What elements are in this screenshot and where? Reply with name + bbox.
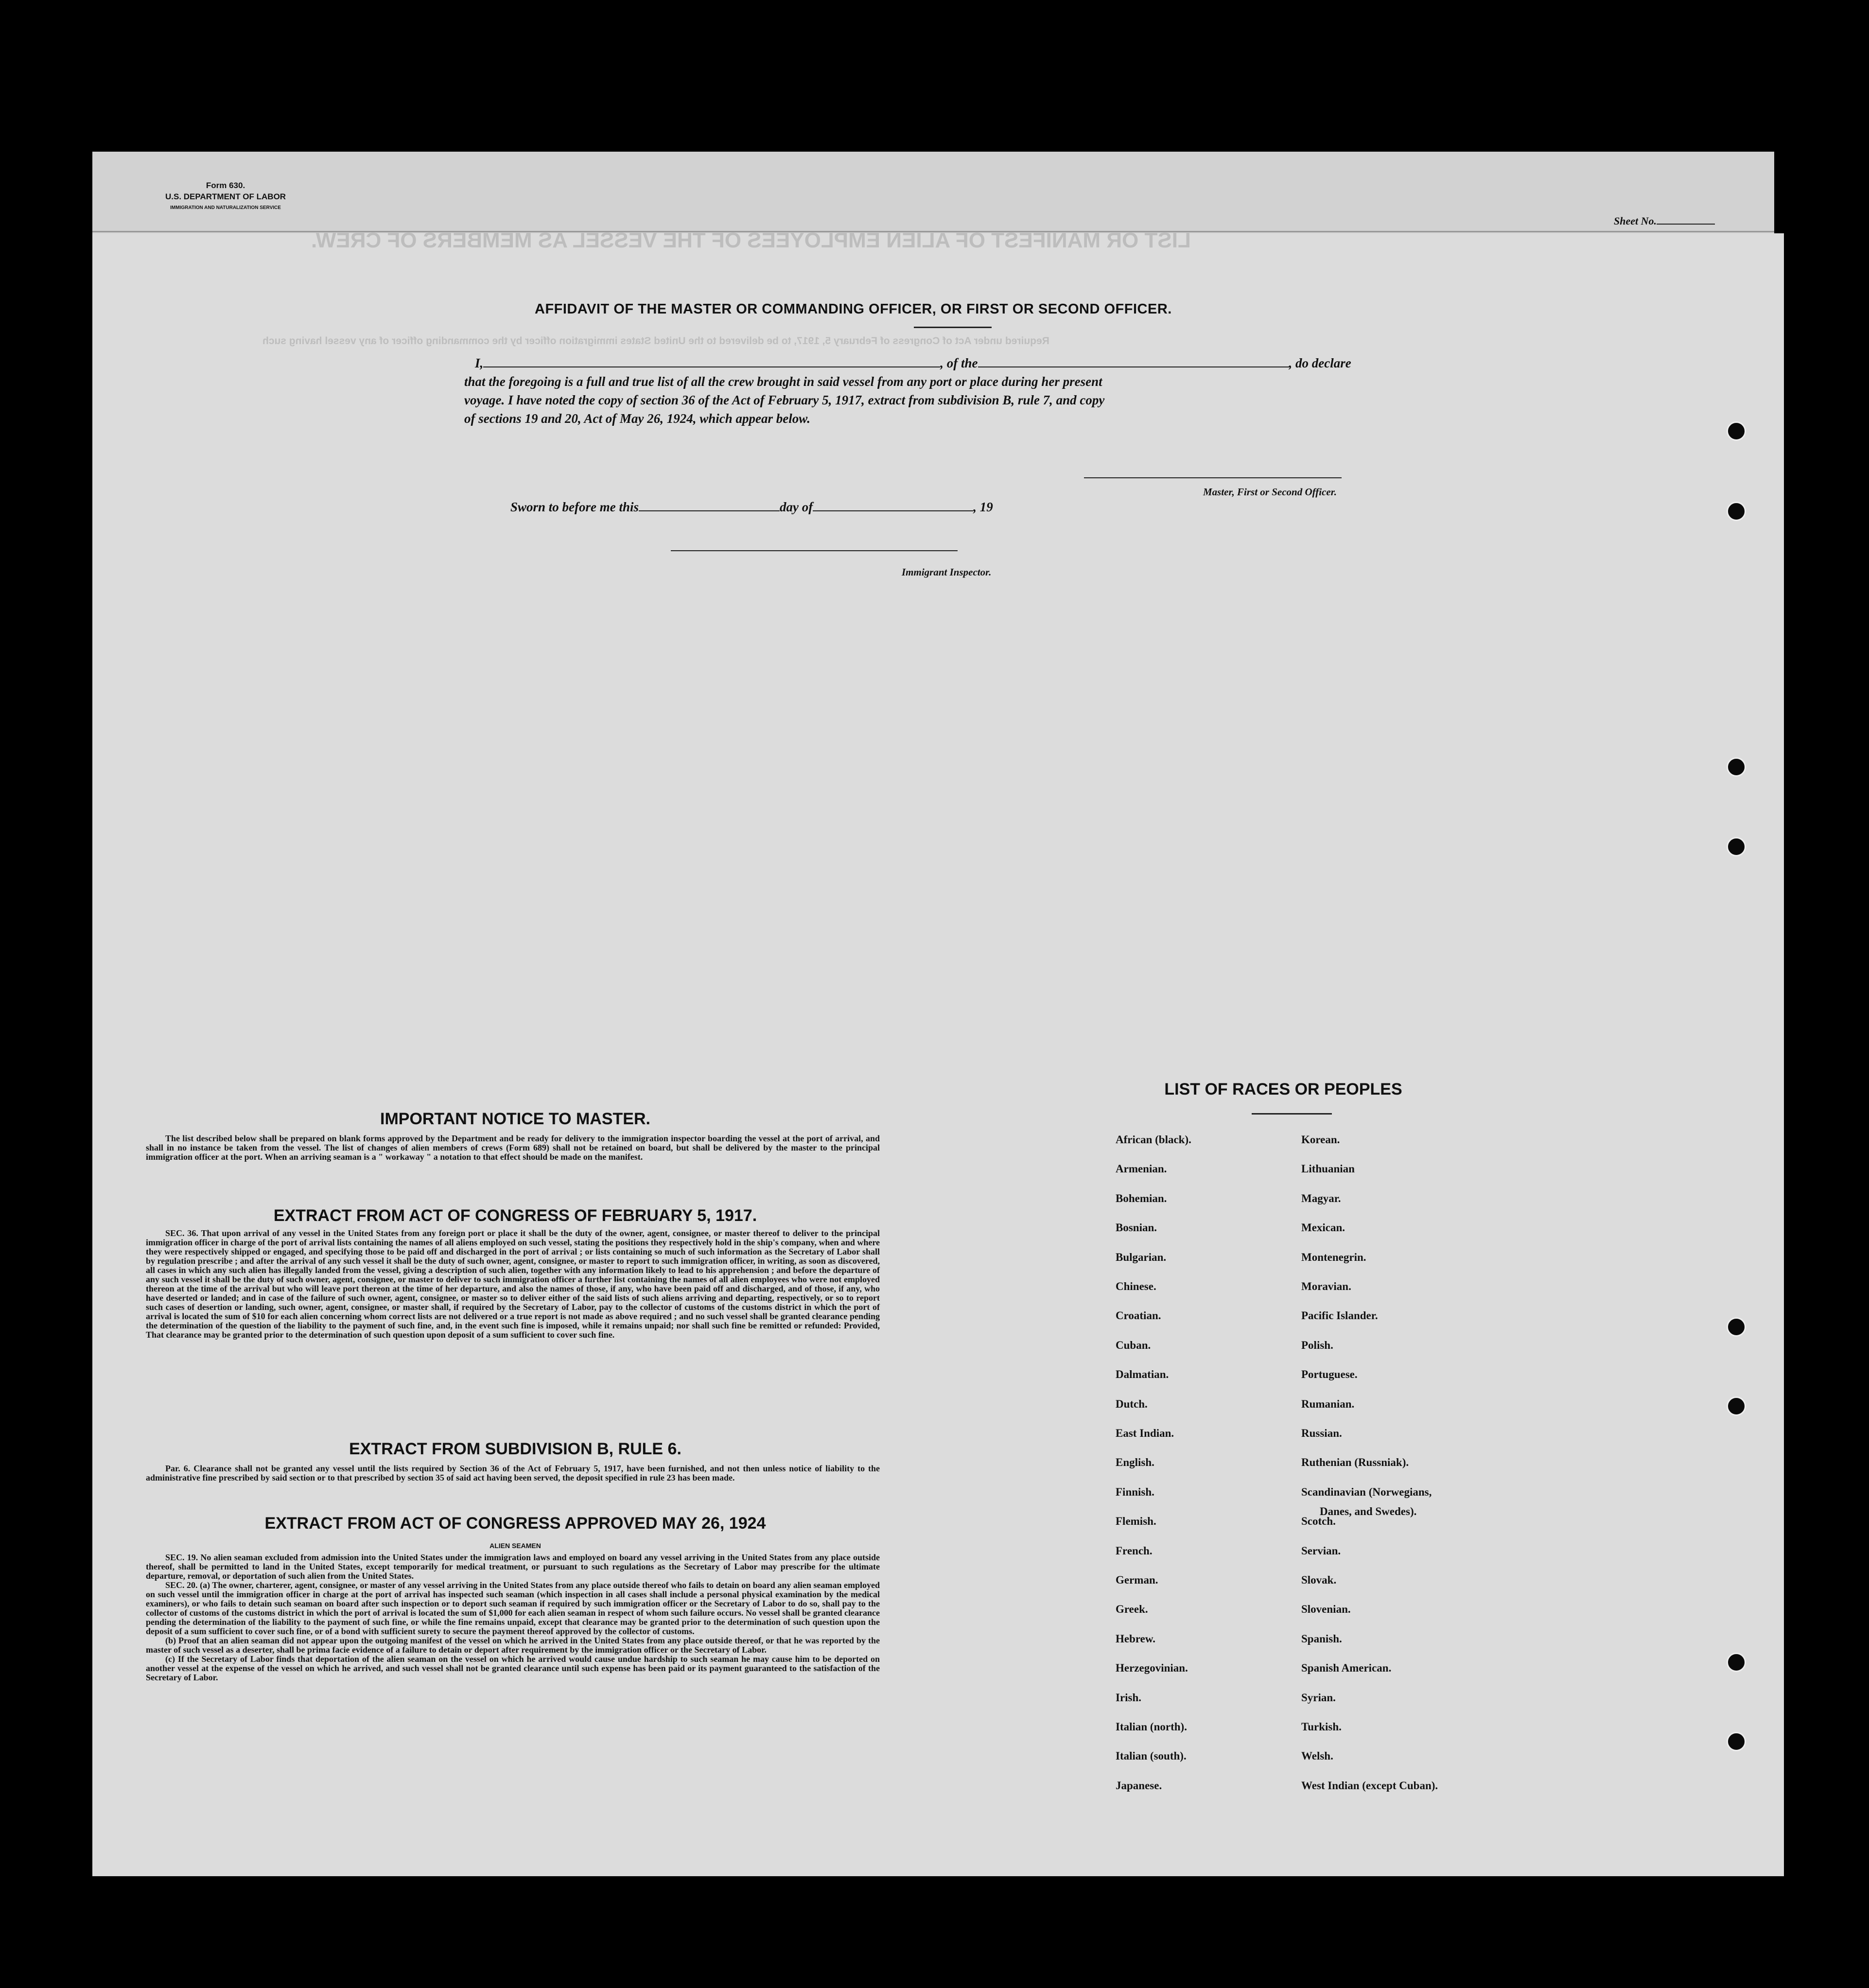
notice-text bbox=[146, 1134, 880, 1162]
service-name: IMMIGRATION AND NATURALIZATION SERVICE bbox=[170, 205, 281, 210]
affidavit-of-the: , of the bbox=[940, 356, 978, 370]
affidavit-i: I, bbox=[475, 356, 484, 370]
race-item: Finnish. bbox=[1116, 1486, 1154, 1498]
race-item: Cuban. bbox=[1116, 1339, 1151, 1351]
race-item: Italian (north). bbox=[1116, 1721, 1187, 1733]
race-item: Lithuanian bbox=[1301, 1163, 1355, 1175]
race-item: Japanese. bbox=[1116, 1779, 1162, 1792]
race-item: Scotch. bbox=[1301, 1515, 1336, 1527]
race-item: Portuguese. bbox=[1301, 1368, 1358, 1380]
bleed-through-line: Required under Act of Congress of February 5, 1917, to be delivered to the United States immigration officer by the commanding officer of any vessel having such bbox=[262, 335, 1049, 347]
master-signature-line[interactable] bbox=[1084, 477, 1342, 478]
punch-hole bbox=[1727, 421, 1746, 441]
race-item: Moravian. bbox=[1301, 1280, 1351, 1292]
race-item: Spanish American. bbox=[1301, 1662, 1392, 1674]
rule-6-paragraph: Par. 6. Clearance shall not be granted any vessel until the lists required by Section 36 of the Act of February 5, 1917, have been furnished, and not then unless notice of liability to the administrative fine prescribed by said section or to that prescribed by section 35 of said act having been served, the deposit specified in rule 23 has been made. bbox=[146, 1464, 880, 1482]
race-item: French. bbox=[1116, 1545, 1153, 1557]
affidavit-title-rule bbox=[914, 327, 992, 328]
race-item: Welsh. bbox=[1301, 1750, 1333, 1762]
sworn-day-field[interactable] bbox=[639, 510, 780, 511]
affidavit-title: AFFIDAVIT OF THE MASTER OR COMMANDING OFFICER, OR FIRST OR SECOND OFFICER. bbox=[535, 301, 1172, 317]
affidavit-line-2: that the foregoing is a full and true list of all the crew brought in said vessel from any port or place during her present bbox=[464, 374, 1102, 389]
races-title-rule bbox=[1252, 1113, 1332, 1115]
race-item: Irish. bbox=[1116, 1692, 1142, 1704]
race-item: Servian. bbox=[1301, 1545, 1341, 1557]
race-item: Greek. bbox=[1116, 1603, 1148, 1615]
bleed-through-title: LIST OR MANIFEST OF ALIEN EMPLOYEES OF THE VESSEL AS MEMBERS OF CREW. bbox=[311, 228, 1191, 252]
punch-hole bbox=[1727, 1317, 1746, 1337]
race-item: Chinese. bbox=[1116, 1280, 1156, 1292]
race-item: Dalmatian. bbox=[1116, 1368, 1169, 1380]
extract-rule6-title: EXTRACT FROM SUBDIVISION B, RULE 6. bbox=[349, 1440, 681, 1458]
sworn-day-of: day of bbox=[780, 500, 813, 514]
extract-1917-title: EXTRACT FROM ACT OF CONGRESS OF FEBRUARY 5, 1917. bbox=[273, 1206, 757, 1225]
department-name: U.S. DEPARTMENT OF LABOR bbox=[165, 192, 286, 201]
notice-title: IMPORTANT NOTICE TO MASTER. bbox=[380, 1110, 650, 1128]
race-item: English. bbox=[1116, 1456, 1154, 1468]
race-item: Croatian. bbox=[1116, 1309, 1161, 1322]
punch-hole bbox=[1727, 502, 1746, 521]
race-item: Pacific Islander. bbox=[1301, 1309, 1378, 1322]
punch-hole bbox=[1727, 1732, 1746, 1751]
affidavit-do-declare: , do declare bbox=[1289, 356, 1351, 370]
punch-hole bbox=[1727, 1396, 1746, 1416]
form-number: Form 630. bbox=[206, 181, 245, 190]
race-item: Magyar. bbox=[1301, 1192, 1341, 1204]
race-item: Korean. bbox=[1301, 1134, 1340, 1146]
section-20a-paragraph: SEC. 20. (a) The owner, charterer, agent, consignee, or master of any vessel arriving in the United States from any place outside thereof who fails to detain on board any alien seaman employed on such vessel until the immigration officer in charge at the port of arrival has inspected such seaman (which inspection in all cases shall include a personal physical examination by the medical examiners), or who fails to detain such seaman on board after such inspection or to deport such seaman if required by such immigration officer or the Secretary of Labor to do so, shall pay to the collector of customs of the customs district in which the port of arrival is located the sum of $1,000 for each alien seaman in respect of whom such failure occurs. No vessel shall be granted clearance pending the determination of the liability to the payment of such fine, or while the fine remains unpaid, except that clearance may be granted prior to the determination of such question upon the deposit of a sum sufficient to cover such fine, or of a bond with sufficient surety to secure the payment thereof approved by the collector of customs. bbox=[146, 1580, 880, 1636]
race-item: Rumanian. bbox=[1301, 1398, 1355, 1410]
race-item: Turkish. bbox=[1301, 1721, 1342, 1733]
sheet-number bbox=[1614, 215, 1715, 227]
punch-hole bbox=[1727, 1653, 1746, 1672]
affidavit-line-3: voyage. I have noted the copy of section 36 of the Act of February 5, 1917, extract from subdivision B, rule 7, and copy bbox=[464, 393, 1105, 407]
race-item: Mexican. bbox=[1301, 1221, 1345, 1234]
section-36-paragraph: SEC. 36. That upon arrival of any vessel in the United States from any foreign port or place it shall be the duty of the owner, agent, consignee, or master thereof to deliver to the principal immigration officer in charge of the port of arrival lists containing the names of all aliens employed on such vessel, stating the positions they respectively hold in the ship's company, when and where they were respectively shipped or engaged, and specifying those to be paid off and discharged in the port of arrival ; or lists containing so much of such information as the Secretary of Labor shall by regulation prescribe ; and after the arrival of any such vessel it shall be the duty of such owner, agent, consignee, or master to report to such immigration officer, in writing, as soon as discovered, all cases in which any such alien has illegally landed from the vessel, giving a description of such alien, together with any information likely to lead to his apprehension ; and before the departure of any such vessel it shall be the duty of such owner, agent, consignee, or master to deliver to such immigration officer a further list containing the names of all alien employees who were not employed thereon at the time of the arrival but who will leave port thereon at the time of her departure, and also the names of those, if any, who have been paid off and discharged, and of those, if any, who have deserted or landed; and in case of the failure of such owner, agent, consignee, or master so to deliver either of the said lists of such aliens arriving and departing, respectively, or so to report such cases of desertion or landing, such owner, agent, consignee, or master shall, if required by the Secretary of Labor, pay to the collector of customs of the customs district in which the port of arrival is located the sum of $10 for each alien concerning whom correct lists are not delivered or a true report is not made as above required ; and no such vessel shall be granted clearance pending the determination of the question of the liability to the payment of such fine, and, in the event such fine is imposed, while it remains unpaid; nor shall such fine be remitted or refunded: Provided, That clearance may be granted prior to the determination of such question upon deposit of a sum sufficient to cover such fine. bbox=[146, 1228, 880, 1340]
inspector-signature-label: Immigrant Inspector. bbox=[902, 566, 992, 578]
section-19-paragraph: SEC. 19. No alien seaman excluded from admission into the United States under the immigration laws and employed on board any vessel arriving in the United States from any place outside thereof, shall be permitted to land in the United States, except temporarily for medical treatment, or pursuant to such regulations as the Secretary of Labor may prescribe for the ultimate departure, removal, or deportation of such alien from the United States. bbox=[146, 1552, 880, 1581]
sworn-year-prefix: , 19 bbox=[973, 500, 993, 514]
inspector-signature-line[interactable] bbox=[671, 550, 958, 551]
race-item: Spanish. bbox=[1301, 1633, 1342, 1645]
races-title: LIST OF RACES OR PEOPLES bbox=[1164, 1080, 1402, 1099]
race-item: Armenian. bbox=[1116, 1163, 1167, 1175]
sworn-statement bbox=[510, 500, 993, 515]
extract-rule6-text bbox=[146, 1464, 880, 1482]
race-item: Polish. bbox=[1301, 1339, 1333, 1351]
section-20c-paragraph: (c) If the Secretary of Labor finds that deportation of the alien seaman on the vessel on which he arrived would cause undue hardship to such seaman he may cause him to be deported on another vessel at the expense of the vessel on which he arrived, and such vessel shall not be granted clearance until such expense has been paid or its payment guaranteed to the satisfaction of the Secretary of Labor. bbox=[146, 1654, 880, 1682]
extract-1917-text bbox=[146, 1229, 880, 1340]
race-item: Slovak. bbox=[1301, 1574, 1337, 1586]
declarant-name-field[interactable] bbox=[483, 366, 940, 367]
race-item: Dutch. bbox=[1116, 1398, 1148, 1410]
sworn-month-field[interactable] bbox=[813, 510, 973, 511]
vessel-name-field[interactable] bbox=[978, 366, 1289, 367]
race-item: Syrian. bbox=[1301, 1692, 1336, 1704]
race-scandinavian-continued: Danes, and Swedes). bbox=[1320, 1505, 1417, 1517]
sworn-label: Sworn to before me this bbox=[510, 500, 639, 514]
race-item: Bohemian. bbox=[1116, 1192, 1167, 1204]
form-header bbox=[165, 180, 286, 213]
race-item: African (black). bbox=[1116, 1134, 1191, 1146]
race-item: Bosnian. bbox=[1116, 1221, 1157, 1234]
race-item: Ruthenian (Russniak). bbox=[1301, 1456, 1409, 1468]
affidavit-line-4: of sections 19 and 20, Act of May 26, 1924, which appear below. bbox=[464, 411, 810, 426]
race-item: Bulgarian. bbox=[1116, 1251, 1167, 1263]
race-item: Montenegrin. bbox=[1301, 1251, 1366, 1263]
race-item: Italian (south). bbox=[1116, 1750, 1187, 1762]
master-signature-label: Master, First or Second Officer. bbox=[1203, 486, 1337, 498]
race-item: Flemish. bbox=[1116, 1515, 1156, 1527]
race-item: Russian. bbox=[1301, 1427, 1342, 1439]
alien-seamen-subtitle: ALIEN SEAMEN bbox=[489, 1542, 541, 1550]
race-item: Scandinavian (Norwegians, bbox=[1301, 1486, 1432, 1498]
race-item: German. bbox=[1116, 1574, 1158, 1586]
punch-hole bbox=[1727, 837, 1746, 856]
extract-1924-text bbox=[146, 1553, 880, 1682]
race-item: Slovenian. bbox=[1301, 1603, 1351, 1615]
header-strip bbox=[92, 152, 1774, 233]
race-item: Hebrew. bbox=[1116, 1633, 1155, 1645]
extract-1924-title: EXTRACT FROM ACT OF CONGRESS APPROVED MAY 26, 1924 bbox=[264, 1514, 766, 1533]
race-item: West Indian (except Cuban). bbox=[1301, 1779, 1438, 1792]
sheet-number-blank[interactable] bbox=[1657, 224, 1715, 225]
race-item: Herzegovinian. bbox=[1116, 1662, 1188, 1674]
section-20b-paragraph: (b) Proof that an alien seaman did not appear upon the outgoing manifest of the vessel on which he arrived in the United States from any place outside thereof, or that he was reported by the master of such vessel as a deserter, shall be prima facie evidence of a failure to detain or deport after requirement by the immigration officer or the Secretary of Labor. bbox=[146, 1636, 880, 1655]
affidavit-text bbox=[464, 354, 1412, 428]
race-item: East Indian. bbox=[1116, 1427, 1174, 1439]
sheet-number-label: Sheet No. bbox=[1614, 215, 1657, 227]
punch-hole bbox=[1727, 757, 1746, 777]
notice-paragraph: The list described below shall be prepared on blank forms approved by the Department and be ready for delivery to the immigration inspector boarding the vessel at the port of arrival, and shall in no instance be taken from the vessel. The list of changes of alien members of crews (Form 689) shall not be retained on board, but shall be delivered by the master to the principal immigration officer at the port. When an arriving seaman is a " workaway " a notation to that effect should be made on the manifest. bbox=[146, 1134, 880, 1162]
